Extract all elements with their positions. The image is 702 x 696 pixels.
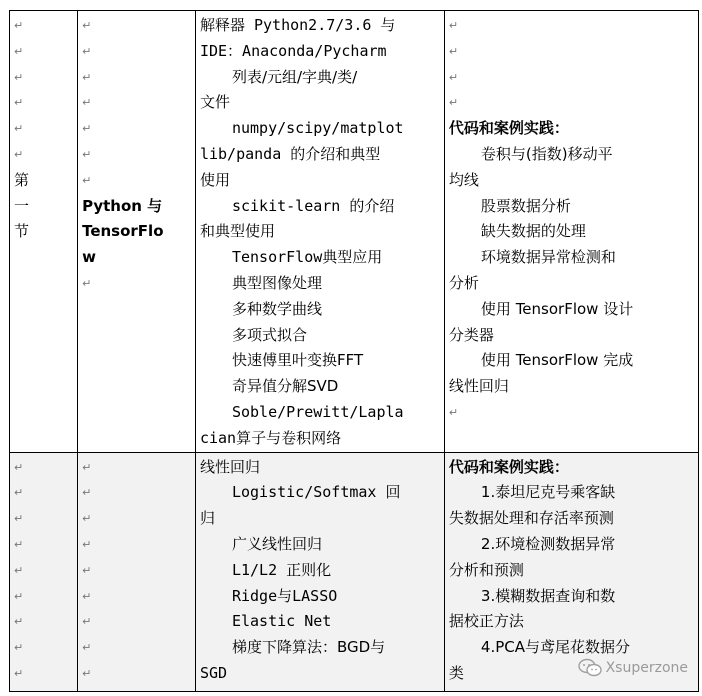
- topic-label: TensorFlo: [82, 222, 164, 241]
- content-line: 典型图像处理: [231, 273, 322, 292]
- section-label: 节: [14, 222, 30, 241]
- paragraph-mark: ↵: [82, 44, 92, 58]
- paragraph-mark: ↵: [448, 96, 459, 110]
- content-line: 文件: [199, 93, 230, 112]
- practice-line: 分析: [448, 273, 479, 292]
- paragraph-mark: ↵: [14, 512, 24, 526]
- content-line: Soble/Prewitt/Lapla: [231, 402, 404, 421]
- paragraph-mark: ↵: [82, 460, 92, 474]
- practice-line: 4.PCA与鸢尾花数据分: [480, 638, 631, 657]
- topic-label: w: [82, 248, 96, 267]
- paragraph-mark: ↵: [14, 96, 24, 110]
- content-line: numpy/scipy/matplot: [231, 119, 404, 138]
- content-line: L1/L2 正则化: [231, 560, 332, 579]
- section-label: 一: [14, 196, 30, 215]
- table-row: [10, 452, 699, 691]
- content-line: 解释器 Python2.7/3.6 与: [199, 16, 396, 34]
- paragraph-mark: ↵: [82, 512, 92, 526]
- practice-line: 均线: [448, 170, 479, 189]
- content-line: Elastic Net: [231, 612, 332, 631]
- paragraph-mark: ↵: [82, 486, 92, 500]
- content-line: 快速傅里叶变换FFT: [231, 351, 364, 370]
- paragraph-mark: ↵: [82, 666, 92, 680]
- content-line: 列表/元组/字典/类/: [231, 67, 358, 86]
- paragraph-mark: ↵: [82, 615, 92, 629]
- practice-line: 1.泰坦尼克号乘客缺: [480, 483, 616, 502]
- course-table: [9, 10, 699, 692]
- paragraph-mark: ↵: [448, 44, 459, 58]
- paragraph-mark: ↵: [14, 70, 24, 84]
- watermark: [578, 658, 688, 678]
- paragraph-mark: ↵: [14, 147, 24, 161]
- paragraph-mark: ↵: [14, 460, 24, 474]
- practice-heading: 代码和案例实践：: [448, 457, 569, 476]
- practice-line: 环境数据异常检测和: [480, 248, 616, 267]
- practice-line: 线性回归: [448, 377, 509, 396]
- practice-line: 卷积与(指数)移动平: [480, 144, 613, 163]
- paragraph-mark: ↵: [14, 615, 24, 629]
- content-line: Ridge与LASSO: [231, 586, 338, 605]
- paragraph-mark: ↵: [448, 19, 459, 32]
- practice-line: 分类器: [448, 325, 494, 344]
- content-line: TensorFlow典型应用: [231, 248, 383, 267]
- practice-line: 分析和预测: [448, 560, 524, 579]
- content-line: Logistic/Softmax 回: [231, 483, 401, 502]
- section-label: 第: [14, 170, 30, 189]
- content-line: 归: [199, 509, 215, 528]
- practice-line: 股票数据分析: [480, 196, 571, 215]
- paragraph-mark: ↵: [14, 486, 24, 500]
- content-line: 奇异值分解SVD: [231, 377, 339, 396]
- content-cell: [195, 11, 444, 453]
- paragraph-mark: ↵: [82, 19, 92, 32]
- paragraph-mark: ↵: [82, 276, 92, 290]
- practice-line: 据校正方法: [448, 612, 524, 631]
- paragraph-mark: ↵: [14, 641, 24, 655]
- watermark-label: Xsuperzone: [605, 660, 688, 676]
- paragraph-mark: ↵: [82, 641, 92, 655]
- wechat-icon: [578, 658, 602, 678]
- content-line: SGD: [199, 663, 228, 682]
- practice-cell: [444, 11, 698, 453]
- paragraph-mark: ↵: [82, 589, 92, 603]
- content-line: 多种数学曲线: [231, 299, 322, 318]
- paragraph-mark: ↵: [448, 405, 459, 419]
- content-line: 线性回归: [199, 457, 260, 476]
- paragraph-mark: ↵: [14, 537, 24, 551]
- content-line: 多项式拟合: [231, 325, 307, 344]
- content-line: 和典型使用: [199, 222, 275, 241]
- practice-cell: [444, 452, 698, 691]
- paragraph-mark: ↵: [14, 122, 24, 136]
- paragraph-mark: ↵: [14, 44, 24, 58]
- paragraph-mark: ↵: [82, 70, 92, 84]
- paragraph-mark: ↵: [82, 537, 92, 551]
- table-row: [10, 11, 699, 453]
- content-line: 使用: [199, 170, 230, 189]
- paragraph-mark: ↵: [82, 563, 92, 577]
- topic-cell: [78, 11, 196, 453]
- practice-line: 使用 TensorFlow 完成: [480, 351, 634, 370]
- practice-line: 类: [448, 663, 464, 682]
- paragraph-mark: ↵: [448, 70, 459, 84]
- paragraph-mark: ↵: [14, 589, 24, 603]
- paragraph-mark: ↵: [14, 19, 24, 32]
- paragraph-mark: ↵: [82, 147, 92, 161]
- paragraph-mark: ↵: [82, 96, 92, 110]
- practice-line: 使用 TensorFlow 设计: [480, 299, 634, 318]
- topic-label: Python 与: [82, 196, 163, 215]
- practice-line: 2.环境检测数据异常: [480, 534, 616, 553]
- practice-line: 失数据处理和存活率预测: [448, 509, 614, 528]
- paragraph-mark: ↵: [82, 122, 92, 136]
- content-line: 梯度下降算法：BGD与: [231, 638, 386, 657]
- paragraph-mark: ↵: [14, 666, 24, 680]
- practice-heading: 代码和案例实践：: [448, 119, 569, 138]
- section-cell: [10, 452, 78, 691]
- content-cell: [195, 452, 444, 691]
- paragraph-mark: ↵: [14, 563, 24, 577]
- practice-line: 3.模糊数据查询和数: [480, 586, 616, 605]
- content-line: cian算子与卷积网络: [199, 428, 342, 447]
- topic-cell: [78, 452, 196, 691]
- content-line: scikit-learn 的介绍: [231, 196, 395, 215]
- paragraph-mark: ↵: [82, 173, 92, 187]
- practice-line: 缺失数据的处理: [480, 222, 586, 241]
- content-line: IDE：Anaconda/Pycharm: [199, 41, 387, 60]
- section-cell: [10, 11, 78, 453]
- content-line: 广义线性回归: [231, 534, 322, 553]
- content-line: lib/panda 的介绍和典型: [199, 144, 381, 163]
